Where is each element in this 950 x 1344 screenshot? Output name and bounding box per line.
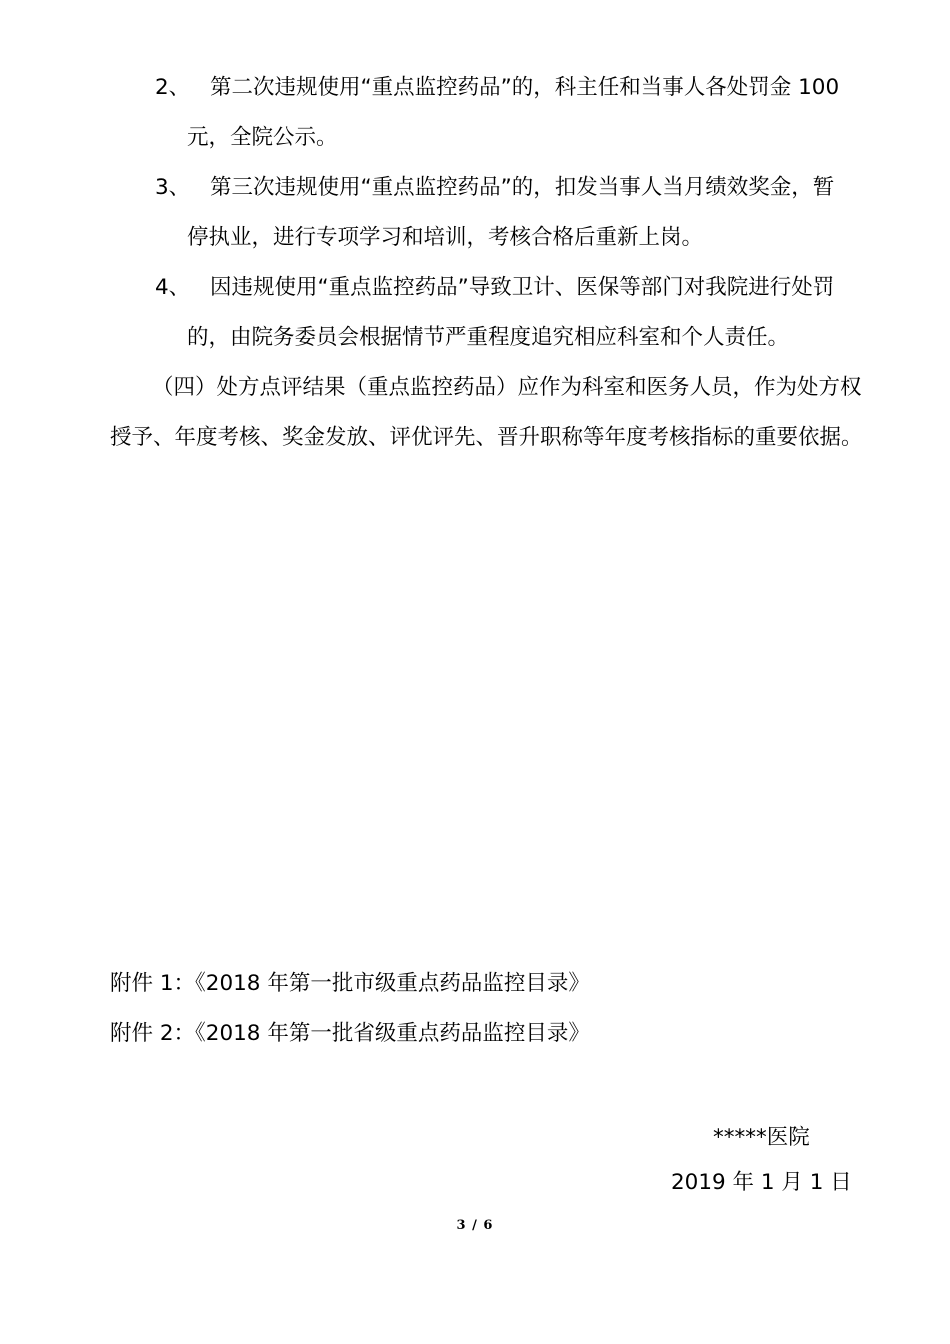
section-paragraph-line: 授予、年度考核、奖金发放、评优评先、晋升职称等年度考核指标的重要依据。 [110, 425, 863, 450]
item-text-line: 第三次违规使用“重点监控药品”的，扣发当事人当月绩效奖金，暂 [210, 175, 835, 200]
section-paragraph-line: （四）处方点评结果（重点监控药品）应作为科室和医务人员，作为处方权 [152, 375, 862, 400]
signature-hospital: *****医院 [713, 1125, 810, 1150]
attachment-line: 附件 2：《2018 年第一批省级重点药品监控目录》 [110, 1021, 590, 1046]
item-text-line: 停执业，进行专项学习和培训，考核合格后重新上岗。 [187, 225, 704, 250]
signature-date: 2019 年 1 月 1 日 [671, 1170, 852, 1195]
item-text-line: 第二次违规使用“重点监控药品”的，科主任和当事人各处罚金 100 [210, 75, 840, 100]
page-number: 3 / 6 [456, 1218, 494, 1233]
item-number: 4、 [155, 275, 191, 300]
item-number: 3、 [155, 175, 191, 200]
item-number: 2、 [155, 75, 191, 100]
item-text-line: 元，全院公示。 [187, 125, 338, 150]
attachment-line: 附件 1：《2018 年第一批市级重点药品监控目录》 [110, 971, 590, 996]
item-text-line: 的，由院务委员会根据情节严重程度追究相应科室和个人责任。 [187, 325, 790, 350]
item-text-line: 因违规使用“重点监控药品”导致卫计、医保等部门对我院进行处罚 [210, 275, 835, 300]
